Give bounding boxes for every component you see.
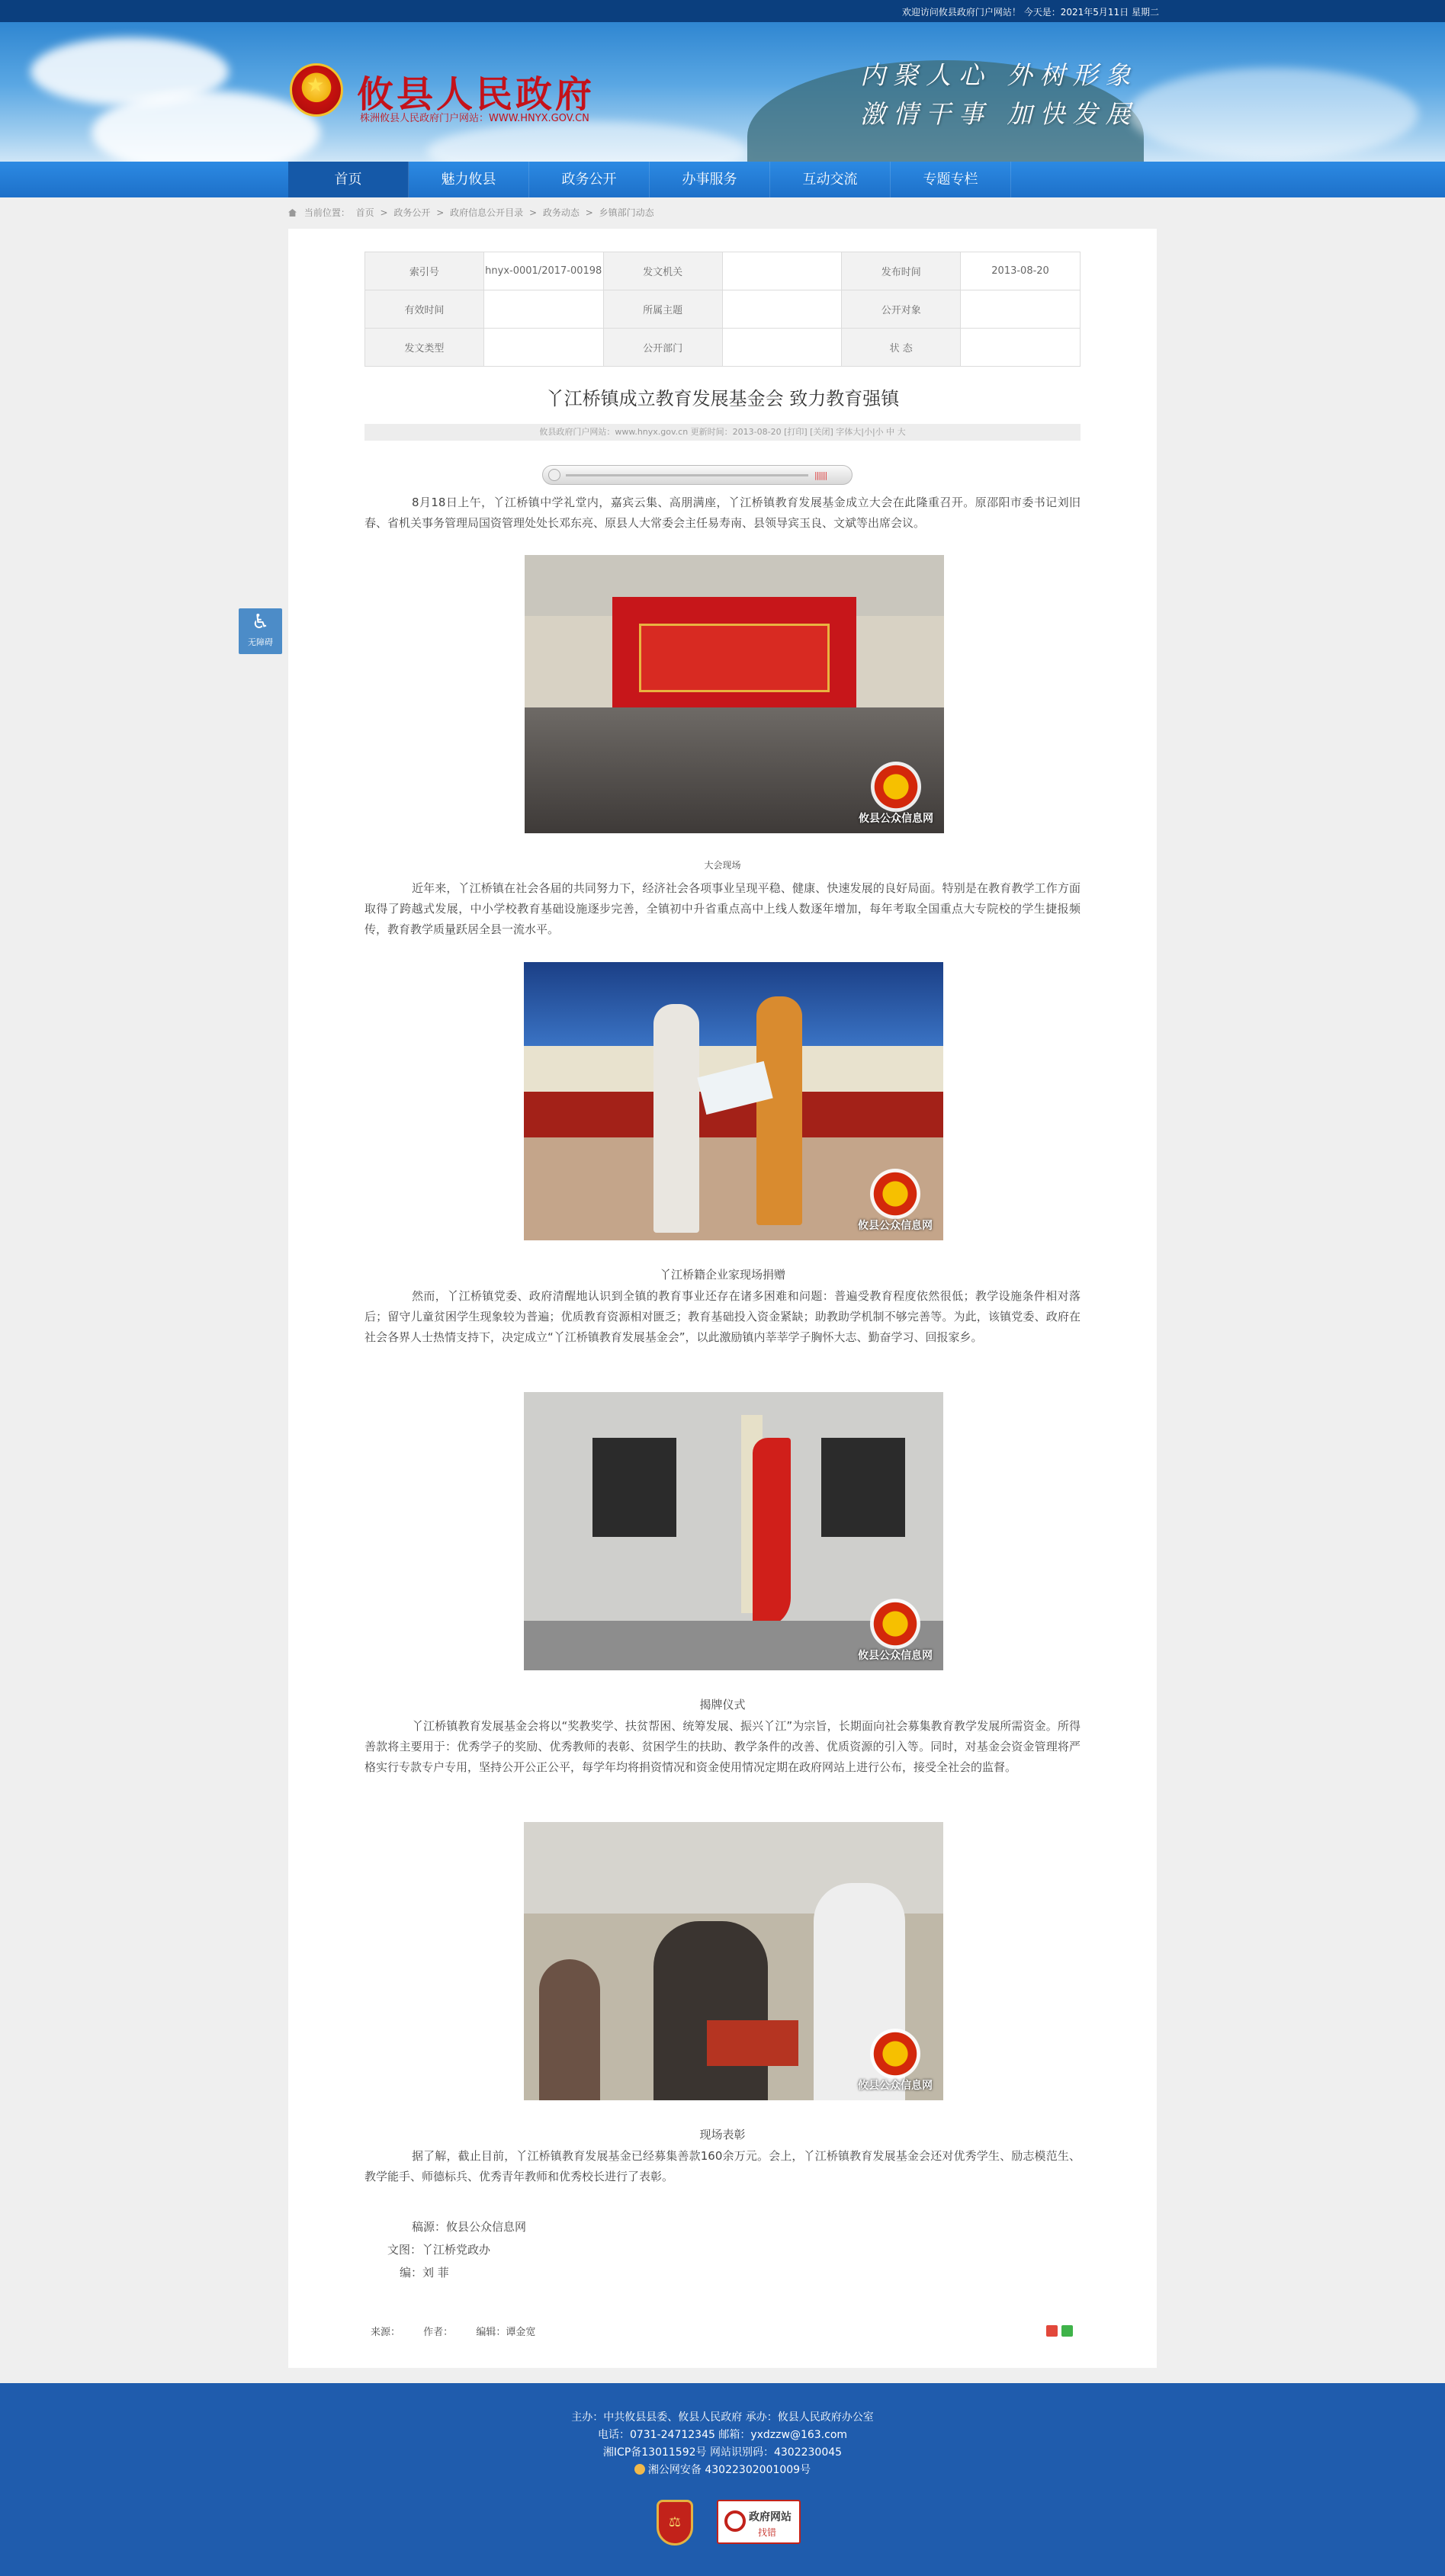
home-icon bbox=[288, 209, 297, 217]
article-paragraph: 然而，丫江桥镇党委、政府清醒地认识到全镇的教育事业还存在诸多困难和问题：普遍受教育程度依然很低；教学设施条件相对落后；留守儿童贫困学生现象较为普遍；优质教育资源相对匮乏；教育基础投入资金紧缺；助教助学机制不够完善等。为此，该镇党委、政府在社会各界人士热情支持下，决定成立“丫江桥镇教育发展基金会”，以此激励镇内莘莘学子胸怀大志、勤奋学习、回报家乡。 bbox=[364, 1289, 1081, 1344]
top-bar bbox=[0, 0, 1445, 22]
report-badge-icon bbox=[724, 2510, 746, 2532]
article-photo-credit: 文图：丫江桥党政办 bbox=[387, 2243, 491, 2257]
meta-value bbox=[483, 290, 603, 329]
meta-label: 发文机关 bbox=[603, 252, 722, 290]
article-paragraph: 据了解，截止目前，丫江桥镇教育发展基金已经募集善款160余万元。会上，丫江桥镇教育发展基金会还对优秀学生、励志模范生、教学能手、师德标兵、优秀青年教师和优秀校长进行了表彰。 bbox=[364, 2149, 1081, 2183]
photo-watermark: 攸县公众信息网 bbox=[859, 813, 933, 825]
play-button[interactable] bbox=[548, 469, 560, 481]
article-editor-sign: 编：刘 菲 bbox=[400, 2266, 449, 2279]
party-gov-badge-icon[interactable]: ⚖ bbox=[657, 2500, 693, 2546]
photo-caption: 揭牌仪式 bbox=[699, 1698, 746, 1711]
breadcrumb bbox=[288, 206, 657, 219]
site-title[interactable]: 攸县人民政府 bbox=[357, 73, 596, 116]
article-paragraph: 近年来，丫江桥镇在社会各届的共同努力下，经济社会各项事业呈现平稳、健康、快速发展的良好局面。特别是在教育教学工作方面取得了跨越式发展，中小学校教育基础设施逐步完善，全镇初中升省重点高中上线人数逐年增加，每年考取全国重点大专院校的学生捷报频传，教育教学质量跃居全县一流水平。 bbox=[364, 881, 1081, 936]
main-nav bbox=[0, 162, 1445, 197]
footer bbox=[0, 2383, 1445, 2576]
footer-contact: 电话：0731-24712345 邮箱：yxdzzw@163.com bbox=[597, 2429, 848, 2441]
meta-value bbox=[722, 290, 842, 329]
photo-awards bbox=[524, 1822, 943, 2100]
volume-control[interactable]: |||||| bbox=[814, 470, 827, 480]
nav-item-home[interactable]: 首页 bbox=[288, 162, 409, 197]
photo-caption: 丫江桥籍企业家现场捐赠 bbox=[659, 1268, 785, 1282]
cloud-decoration bbox=[1129, 68, 1418, 159]
header-banner bbox=[0, 22, 1445, 162]
article-paragraph: 8月18日上午，丫江桥镇中学礼堂内，嘉宾云集、高朋满座，丫江桥镇教育发展基金成立大会在此隆重召开。原邵阳市委书记刘旧春、省机关事务管理局国资管理处处长邓东亮、原县人大常委会主任易寿南、县领导宾玉良、文斌等出席会议。 bbox=[364, 496, 1081, 530]
footer-police-record[interactable]: 湘公网安备 43022302001009号 bbox=[647, 2464, 811, 2476]
meta-value: 2013-08-20 bbox=[961, 252, 1081, 290]
welcome-text: 欢迎访问攸县政府门户网站！ 今天是：2021年5月11日 星期二 bbox=[901, 7, 1159, 18]
slogan-line-1: 内聚人心 外树形象 bbox=[860, 60, 1138, 90]
photo-watermark: 攸县公众信息网 bbox=[858, 1220, 933, 1232]
meta-value bbox=[722, 329, 842, 367]
meta-value bbox=[961, 329, 1081, 367]
national-emblem-icon[interactable]: ★ bbox=[290, 63, 343, 117]
nav-item-gov-affairs[interactable]: 政务公开 bbox=[529, 162, 650, 197]
footer-sponsor: 主办：中共攸县县委、攸县人民政府 承办：攸县人民政府办公室 bbox=[571, 2411, 874, 2424]
author-label: 作者： bbox=[423, 2327, 454, 2338]
article-panel bbox=[288, 229, 1157, 2368]
accessibility-button[interactable] bbox=[239, 608, 282, 654]
meta-label: 状 态 bbox=[842, 329, 961, 367]
article-source-row bbox=[371, 2324, 555, 2338]
photo-unveiling bbox=[524, 1392, 943, 1670]
source-label: 来源： bbox=[371, 2327, 401, 2338]
meta-label: 所属主题 bbox=[603, 290, 722, 329]
site-subtitle: 株洲攸县人民政府门户网站：WWW.HNYX.GOV.CN bbox=[360, 113, 589, 124]
photo-watermark: 攸县公众信息网 bbox=[858, 2080, 933, 2092]
meta-value bbox=[483, 329, 603, 367]
breadcrumb-link-news[interactable]: 政务动态 bbox=[542, 207, 580, 218]
audio-player[interactable] bbox=[542, 465, 853, 485]
meta-value bbox=[961, 290, 1081, 329]
breadcrumb-link-town-news[interactable]: 乡镇部门动态 bbox=[599, 207, 654, 218]
nav-item-services[interactable]: 办事服务 bbox=[650, 162, 770, 197]
breadcrumb-separator: > bbox=[380, 207, 388, 218]
report-badge-subtitle: 找错 bbox=[758, 2527, 777, 2538]
meta-value: hnyx-0001/2017-00198 bbox=[483, 252, 603, 290]
share-wechat-icon[interactable] bbox=[1061, 2325, 1073, 2337]
share-weibo-icon[interactable] bbox=[1046, 2325, 1058, 2337]
article-info-bar[interactable]: 攸县政府门户网站：www.hnyx.gov.cn 更新时间：2013-08-20 [打印] [关闭] 字体大|小|小 中 大 bbox=[364, 424, 1081, 441]
meta-label: 索引号 bbox=[365, 252, 484, 290]
article-source-sign: 稿源：攸县公众信息网 bbox=[412, 2220, 527, 2234]
meta-label: 发文类型 bbox=[365, 329, 484, 367]
wheelchair-icon: ♿ bbox=[251, 611, 270, 634]
meta-label: 有效时间 bbox=[365, 290, 484, 329]
article-paragraph: 丫江桥镇教育发展基金会将以“奖教奖学、扶贫帮困、统筹发展、振兴丫江”为宗旨，长期面向社会募集教育教学发展所需资金。所得善款将主要用于：优秀学子的奖励、优秀教师的表彰、贫困学生的扶助、教学条件的改善、优质资源的引入等。同时，对基金会资金管理将严格实行专款专户专用，坚持公开公正公平，每学年均将捐资情况和资金使用情况定期在政府网站上进行公布，接受全社会的监督。 bbox=[364, 1719, 1081, 1774]
article-title: 丫江桥镇成立教育发展基金会 致力教育强镇 bbox=[545, 388, 900, 409]
info-meta-table bbox=[364, 252, 1081, 367]
photo-caption: 大会现场 bbox=[704, 860, 741, 871]
photo-caption: 现场表彰 bbox=[699, 2128, 746, 2141]
breadcrumb-prefix: 当前位置： bbox=[303, 207, 350, 218]
photo-watermark: 攸县公众信息网 bbox=[858, 1650, 933, 1662]
nav-item-charm[interactable]: 魅力攸县 bbox=[409, 162, 529, 197]
breadcrumb-separator: > bbox=[528, 207, 538, 218]
meta-label: 公开对象 bbox=[842, 290, 961, 329]
breadcrumb-separator: > bbox=[585, 207, 593, 218]
gov-site-report-error-badge[interactable] bbox=[717, 2500, 801, 2544]
meta-label: 发布时间 bbox=[842, 252, 961, 290]
breadcrumb-link-catalog[interactable]: 政府信息公开目录 bbox=[450, 207, 524, 218]
meta-label: 公开部门 bbox=[603, 329, 722, 367]
editor-label: 编辑：谭金宽 bbox=[476, 2327, 536, 2338]
footer-icp[interactable]: 湘ICP备13011592号 网站识别码：4302230045 bbox=[602, 2446, 843, 2459]
accessibility-label: 无障碍 bbox=[248, 637, 273, 647]
photo-conference bbox=[525, 555, 944, 833]
nav-item-topics[interactable]: 专题专栏 bbox=[891, 162, 1011, 197]
cloud-decoration bbox=[427, 121, 747, 162]
breadcrumb-link-home[interactable]: 首页 bbox=[355, 207, 374, 218]
report-badge-title: 政府网站 bbox=[749, 2511, 792, 2523]
player-progress-track[interactable] bbox=[566, 474, 808, 476]
breadcrumb-link-gov-affairs[interactable]: 政务公开 bbox=[393, 207, 431, 218]
photo-donation bbox=[524, 962, 943, 1240]
breadcrumb-separator: > bbox=[436, 207, 445, 218]
footer-police-record-row bbox=[0, 2462, 1445, 2477]
nav-item-interaction[interactable]: 互动交流 bbox=[770, 162, 891, 197]
meta-value bbox=[722, 252, 842, 290]
slogan-line-2: 激情干事 加快发展 bbox=[860, 99, 1138, 129]
police-badge-icon bbox=[634, 2464, 645, 2475]
